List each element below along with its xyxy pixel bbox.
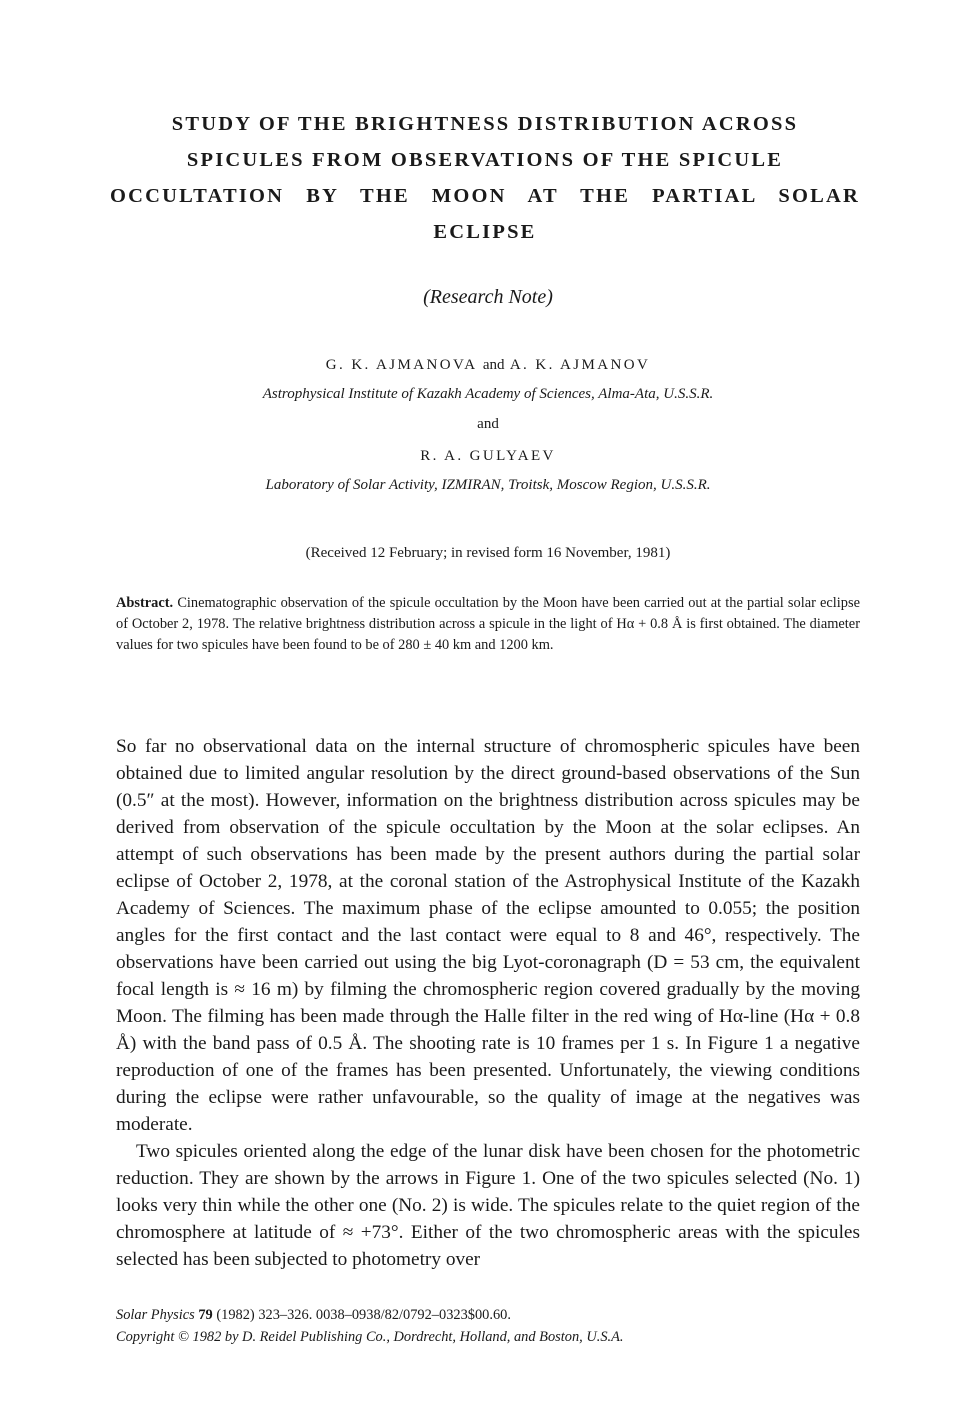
author-block: [0, 355, 976, 495]
body-paragraph-1: So far no observational data on the internal structure of chromospheric spicules have been obtained due to limited angular resolution by the direct ground-based observations of the Sun (0.5″ at the most). However, information on the brightness distribution across spicules may be derived from observation of the spicule occultation by the Moon at the solar eclipses. An attempt of such observations has been made by the present authors during the partial solar eclipse of October 2, 1978, at the coronal station of the Astrophysical Institute of the Kazakh Academy of Sciences. The maximum phase of the eclipse amounted to 0.055; the position angles for the first contact and the last contact were equal to 8 and 46°, respectively. The observations have been carried out using the big Lyot-coronagraph (D = 53 cm, the equivalent focal length is ≈ 16 m) by filming the chromospheric region covered gradually by the moving Moon. The filming has been made through the Halle filter in the red wing of Hα-line (Hα + 0.8 Å) with the band pass of 0.5 Å. The shooting rate is 10 frames per 1 s. In Figure 1 a negative reproduction of one of the frames has been presented. Unfortunately, the viewing conditions during the eclipse were rather unfavourable, so the quality of image at the negatives was moderate.: [116, 736, 860, 1135]
abstract-label: Abstract.: [116, 595, 174, 611]
title-line-4: ECLIPSE: [433, 221, 537, 243]
title-line-3: OCCULTATION BY THE MOON AT THE PARTIAL SOLAR: [110, 185, 860, 207]
citation-details: (1982) 323–326. 0038–0938/82/0792–0323$00.60.: [216, 1307, 511, 1323]
author-conjunction: and: [482, 357, 505, 373]
author-separator: and: [477, 416, 499, 432]
affiliation-1: Astrophysical Institute of Kazakh Academy of Sciences, Alma-Ata, U.S.S.R.: [262, 386, 714, 402]
citation-line: [116, 1304, 860, 1326]
journal-volume: 79: [198, 1307, 213, 1323]
author-names-group-1: [0, 355, 976, 375]
body-paragraph-2: Two spicules oriented along the edge of the lunar disk have been chosen for the photometric reduction. They are shown by the arrows in Figure 1. One of the two spicules selected (No. 1) looks very thin while the other one (No. 2) is wide. The spicules relate to the quiet region of the chromosphere at latitude of ≈ +73°. Either of the two chromospheric areas with the spicules selected has been subjected to photometry over: [116, 1141, 860, 1270]
journal-name: Solar Physics: [116, 1307, 195, 1323]
abstract: [116, 593, 860, 656]
article-title: [110, 106, 860, 250]
abstract-text: Cinematographic observation of the spicule occultation by the Moon have been carried out at the partial solar eclipse of October 2, 1978. The relative brightness distribution across a spicule in the light of Hα + 0.8 Å is first obtained. The diameter values for two spicules have been found to be of 280 ± 40 km and 1200 km.: [116, 595, 860, 653]
title-line-1: STUDY OF THE BRIGHTNESS DISTRIBUTION ACROSS: [171, 113, 799, 135]
title-line-2: SPICULES FROM OBSERVATIONS OF THE SPICULE: [186, 149, 784, 171]
received-dates: (Received 12 February; in revised form 16 November, 1981): [305, 545, 671, 561]
research-note-label: (Research Note): [423, 286, 553, 308]
citation-footer: [116, 1304, 860, 1348]
author-name-group-2: R. A. GULYAEV: [420, 448, 556, 464]
body-text: [116, 733, 860, 1273]
copyright-line: Copyright © 1982 by D. Reidel Publishing Co., Dordrecht, Holland, and Boston, U.S.A.: [116, 1329, 624, 1345]
author-name: G. K. AJMANOVA: [325, 357, 477, 373]
affiliation-2: Laboratory of Solar Activity, IZMIRAN, Troitsk, Moscow Region, U.S.S.R.: [265, 477, 711, 493]
author-name: A. K. AJMANOV: [509, 357, 651, 373]
